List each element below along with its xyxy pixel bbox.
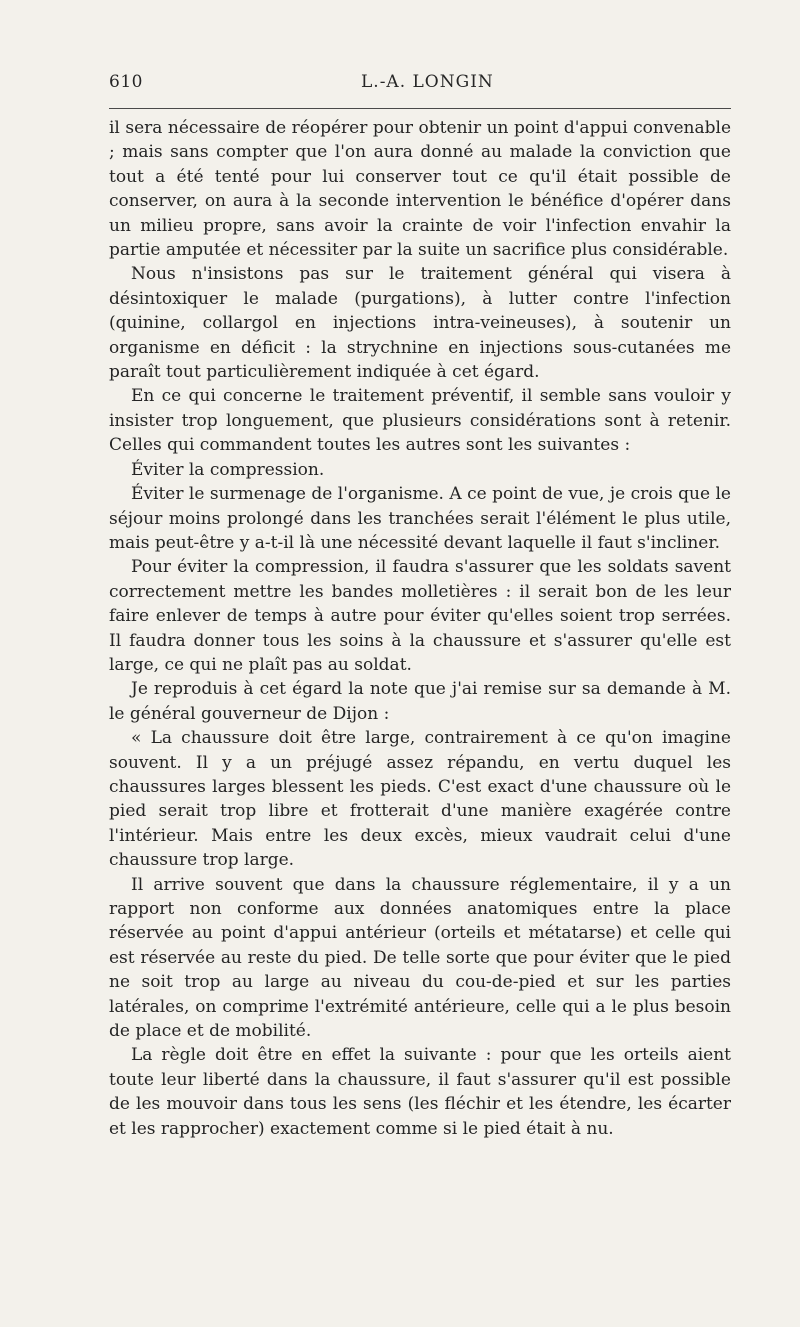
paragraph: La règle doit être en effet la suivante : pour que les orteils aient toute leur liberté dans la chaussure, il faut s'assurer qu'il est possible de les mouvoir dans tous les sens (les fléchir et les étendre, les écarter et les rapprocher) exactement comme si le pied était à nu. <box>109 1045 731 1139</box>
paragraph: Je reproduis à cet égard la note que j'ai remise sur sa demande à M. le général gouverneur de Dijon : <box>109 679 731 724</box>
page-number: 610 <box>109 72 143 92</box>
running-head: L.-A. LONGIN <box>361 72 494 92</box>
paragraph: Éviter la compression. <box>131 459 325 480</box>
paragraph: Nous n'insistons pas sur le traitement général qui visera à désintoxiquer le malade (purgations), à lutter contre l'infection (quinine, collargol en injections intra-veineuses), à soutenir un organisme en déficit : la strychnine en injections sous-cutanées me paraît tout particulièrement indiquée à cet égard. <box>109 264 731 383</box>
body-text <box>109 116 731 1141</box>
page-header <box>109 72 731 102</box>
paragraph: Pour éviter la compression, il faudra s'assurer que les soldats savent correctement mettre les bandes molletières : il serait bon de les leur faire enlever de temps à autre pour éviter qu'elles soient trop serrées. Il faudra donner tous les soins à la chaussure et s'assurer qu'elle est large, ce qui ne plaît pas au soldat. <box>109 557 731 675</box>
header-rule <box>109 108 731 109</box>
paragraph: « La chaussure doit être large, contrairement à ce qu'on imagine souvent. Il y a un préjugé assez répandu, en vertu duquel les chaussures larges blessent les pieds. C'est exact d'une chaussure où le pied serait trop libre et frotterait d'une manière exagérée contre l'intérieur. Mais entre les deux excès, mieux vaudrait celui d'une chaussure trop large. <box>109 728 731 871</box>
paragraph: il sera nécessaire de réopérer pour obtenir un point d'appui convenable ; mais sans compter que l'on aura donné au malade la conviction que tout a été tenté pour lui conserver tout ce qu'il était possible de conserver, on aura à la seconde intervention le bénéfice d'opérer dans un milieu propre, sans avoir la crainte de voir l'infection envahir la partie amputée et nécessiter par la suite un sacrifice plus considérable. <box>109 118 731 261</box>
paragraph: Éviter le surmenage de l'organisme. A ce point de vue, je crois que le séjour moins prolongé dans les tranchées serait l'élément le plus utile, mais peut-être y a-t-il là une nécessité devant laquelle il faut s'incliner. <box>109 484 731 553</box>
paragraph: En ce qui concerne le traitement préventif, il semble sans vouloir y insister trop longuement, que plusieurs considérations sont à retenir. Celles qui commandent toutes les autres sont les suivantes : <box>109 386 731 456</box>
paragraph: Il arrive souvent que dans la chaussure réglementaire, il y a un rapport non conforme aux données anatomiques entre la place réservée au point d'appui antérieur (orteils et métatarse) et celle qui est réservée au reste du pied. De telle sorte que pour éviter que le pied ne soit trop au large au niveau du cou-de-pied et sur les parties latérales, on comprime l'extrémité antérieure, celle qui a le plus besoin de place et de mobilité. <box>109 874 731 1042</box>
